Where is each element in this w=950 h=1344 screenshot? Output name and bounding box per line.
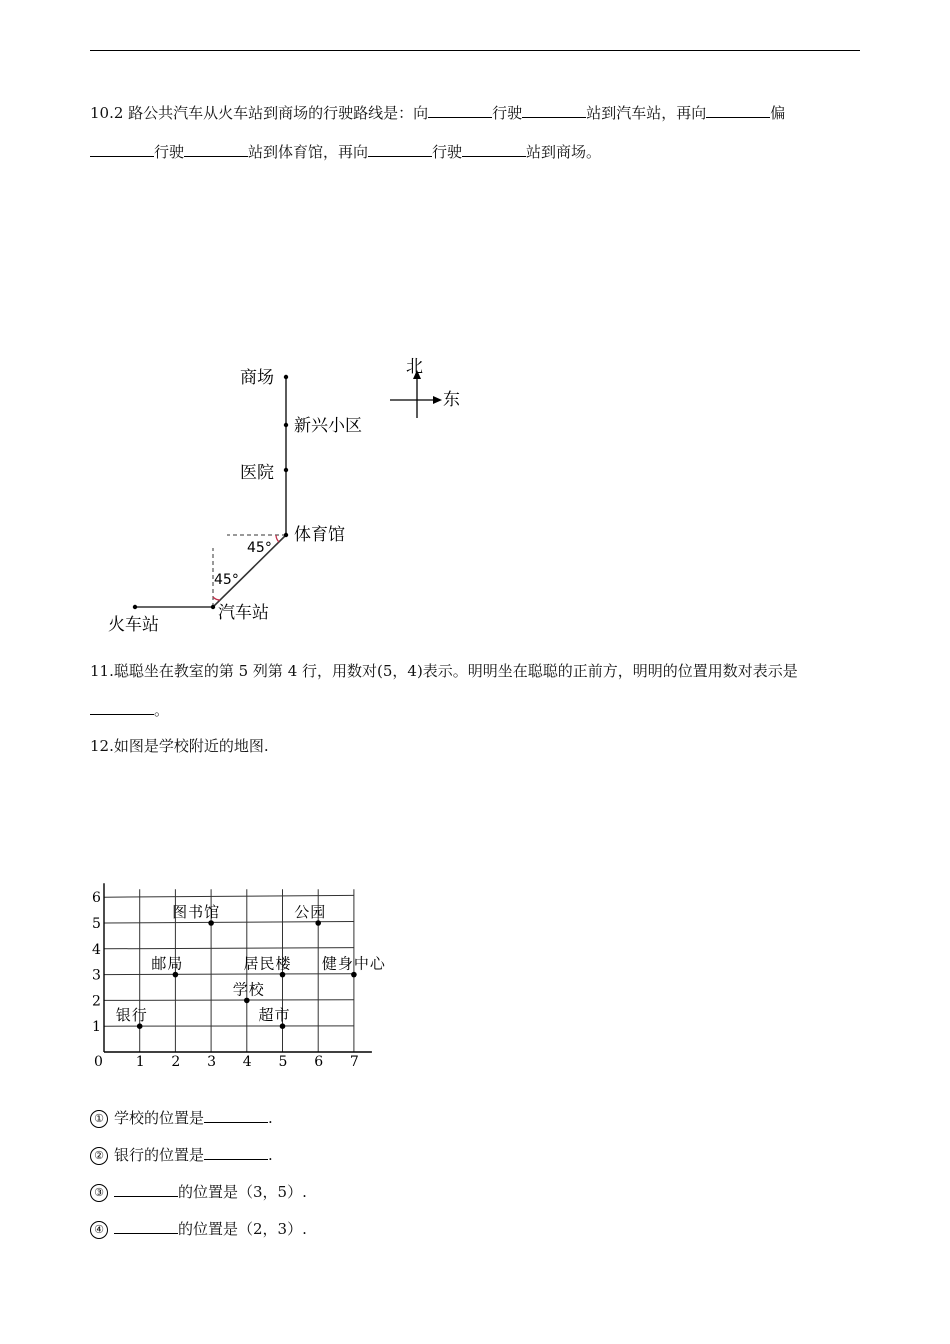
station-xinxing: 新兴小区 xyxy=(294,416,362,436)
station-mall: 商场 xyxy=(240,368,274,388)
grid-hline xyxy=(104,974,354,975)
place-label: 邮局 xyxy=(151,954,184,973)
q12-item-1 xyxy=(90,1108,273,1128)
route-map xyxy=(90,340,490,640)
x-tick-label: 6 xyxy=(314,1054,324,1070)
answer-blank[interactable] xyxy=(204,1145,268,1160)
grid-hline xyxy=(104,895,354,897)
angle-label-2: 45° xyxy=(247,540,272,556)
q10-text: 站到商场。 xyxy=(526,143,602,161)
station-train: 火车站 xyxy=(108,615,159,635)
q10-line2 xyxy=(90,142,601,162)
answer-blank[interactable] xyxy=(522,103,586,118)
q12-item-4 xyxy=(90,1219,307,1239)
y-tick-label: 3 xyxy=(92,967,101,984)
place-label: 银行 xyxy=(115,1006,148,1025)
q10-text: 行驶 xyxy=(492,104,523,122)
q10-text: 站到体育馆，再向 xyxy=(248,143,369,161)
x-tick-label: 1 xyxy=(135,1054,145,1070)
stop-dot xyxy=(284,468,288,472)
answer-blank[interactable] xyxy=(90,142,154,157)
x-tick-label: 3 xyxy=(207,1054,217,1070)
origin-label: 0 xyxy=(94,1054,103,1070)
y-tick-label: 6 xyxy=(92,890,101,907)
place-point xyxy=(137,1023,143,1029)
answer-blank[interactable] xyxy=(368,142,432,157)
angle-arc-2 xyxy=(276,535,279,542)
angle-label-1: 45° xyxy=(214,572,239,588)
y-tick-label: 2 xyxy=(92,993,101,1010)
place-point xyxy=(208,920,214,926)
place-point xyxy=(315,920,321,926)
place-point xyxy=(173,972,179,978)
compass-north-label: 北 xyxy=(406,357,423,377)
place-label: 健身中心 xyxy=(321,954,386,973)
item-text: 的位置是（3，5）. xyxy=(178,1183,307,1201)
q11-line2 xyxy=(90,700,169,720)
station-hospital: 医院 xyxy=(240,463,274,483)
place-point xyxy=(280,972,286,978)
answer-blank[interactable] xyxy=(114,1182,178,1197)
stop-dot xyxy=(211,605,215,609)
header-rule xyxy=(90,50,860,51)
x-tick-label: 4 xyxy=(242,1054,252,1070)
item-text: 的位置是（2，3）. xyxy=(178,1220,307,1238)
item-number: ③ xyxy=(90,1184,108,1202)
answer-blank[interactable] xyxy=(706,103,770,118)
stop-dot xyxy=(133,605,137,609)
x-tick-label: 2 xyxy=(171,1054,181,1070)
q12-title: 12.如图是学校附近的地图. xyxy=(90,737,269,755)
angle-arc-1 xyxy=(213,597,220,600)
place-label: 学校 xyxy=(232,980,265,999)
school-grid-map xyxy=(88,860,398,1075)
east-arrow-icon xyxy=(433,396,442,404)
item-text: 银行的位置是 xyxy=(114,1146,205,1164)
q12-item-3 xyxy=(90,1182,307,1202)
x-tick-label: 7 xyxy=(349,1054,359,1070)
item-text: 学校的位置是 xyxy=(114,1109,205,1127)
y-tick-label: 5 xyxy=(92,916,101,932)
place-point xyxy=(280,1023,286,1029)
item-number: ② xyxy=(90,1147,108,1165)
grid-hline xyxy=(104,1000,354,1001)
q12-item-2 xyxy=(90,1145,273,1165)
item-number: ④ xyxy=(90,1221,108,1239)
item-number: ① xyxy=(90,1110,108,1128)
answer-blank[interactable] xyxy=(462,142,526,157)
x-tick-label: 5 xyxy=(278,1054,288,1070)
stop-dot xyxy=(284,375,288,379)
station-gym: 体育馆 xyxy=(294,525,345,545)
station-bus: 汽车站 xyxy=(218,603,269,623)
y-tick-label: 1 xyxy=(92,1019,101,1036)
q10-text: 站到汽车站，再向 xyxy=(586,104,707,122)
item-text: . xyxy=(268,1109,273,1127)
bus-route-line xyxy=(135,377,286,607)
stop-dot xyxy=(284,533,288,537)
q10-text: 行驶 xyxy=(432,143,463,161)
place-label: 超市 xyxy=(258,1006,291,1025)
place-point xyxy=(244,998,250,1004)
item-text: . xyxy=(268,1146,273,1164)
place-label: 公园 xyxy=(294,903,327,921)
stop-dot xyxy=(284,423,288,427)
grid-hline xyxy=(104,948,354,949)
place-point xyxy=(351,972,357,978)
answer-blank[interactable] xyxy=(114,1219,178,1234)
place-label: 居民楼 xyxy=(243,954,292,973)
q10-text: 行驶 xyxy=(154,143,185,161)
answer-blank[interactable] xyxy=(428,103,492,118)
answer-blank[interactable] xyxy=(90,700,154,715)
answer-blank[interactable] xyxy=(184,142,248,157)
answer-blank[interactable] xyxy=(204,1108,268,1123)
place-label: 图书馆 xyxy=(172,903,221,921)
q11-line1: 11.聪聪坐在教室的第 5 列第 4 行，用数对(5，4)表示。明明坐在聪聪的正前方，明明的位置用数对表示是 xyxy=(90,662,798,680)
q10-text: 偏 xyxy=(770,104,786,122)
q10-line1 xyxy=(90,103,785,123)
y-tick-label: 4 xyxy=(92,941,101,958)
q11-text: 。 xyxy=(154,701,170,719)
compass-east-label: 东 xyxy=(443,390,460,410)
q10-text: 10.2 路公共汽车从火车站到商场的行驶路线是：向 xyxy=(90,104,429,122)
